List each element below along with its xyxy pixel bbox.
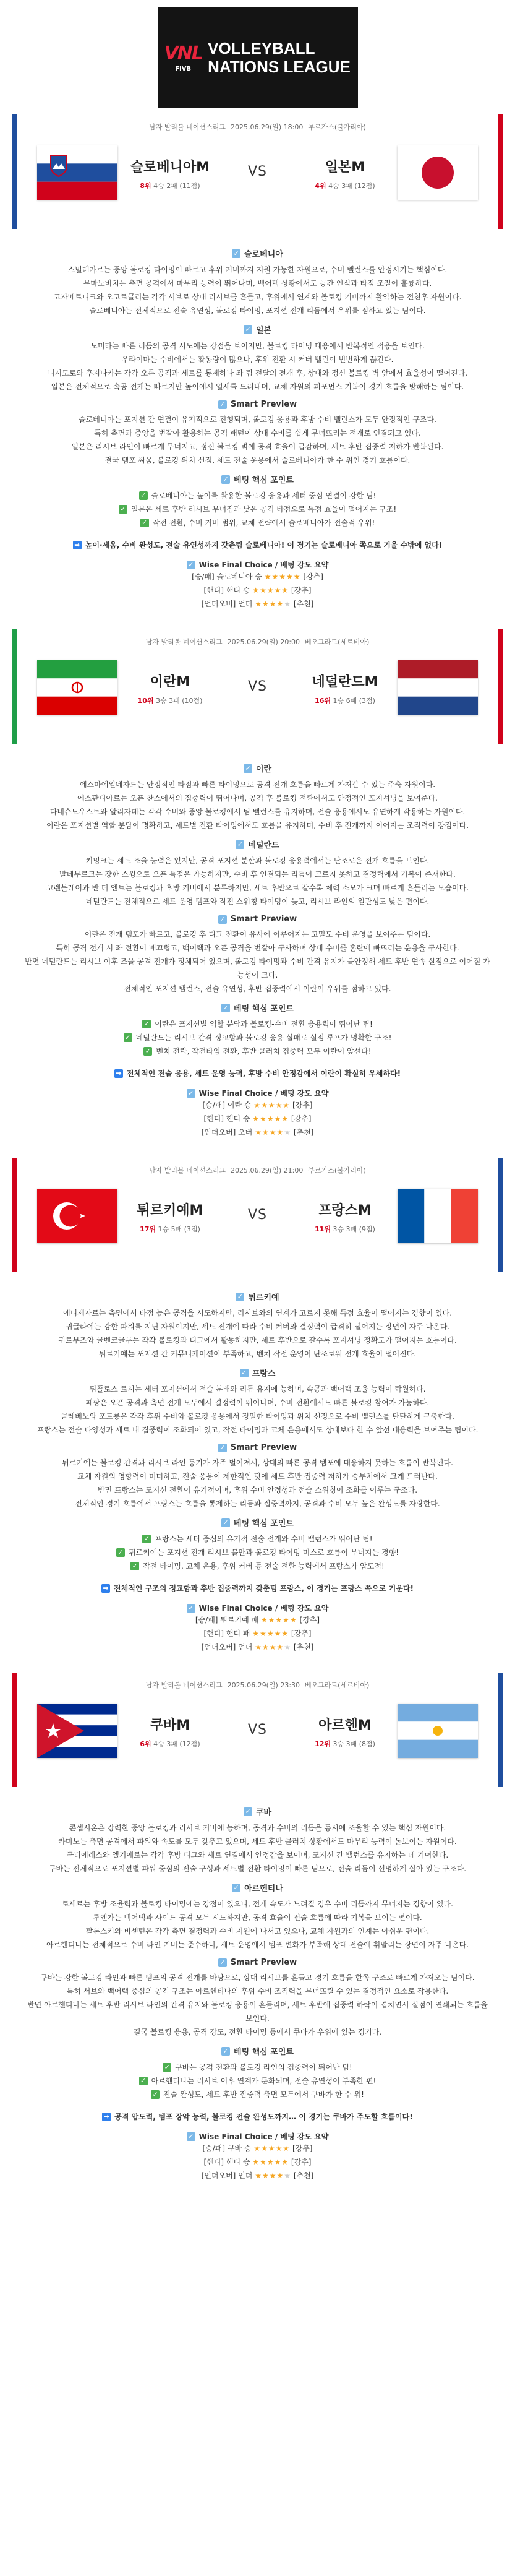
section-heading [25, 1517, 490, 1528]
match-section [0, 1673, 515, 2201]
checkbox-icon: ✓ [232, 249, 240, 258]
section-line: 에스판디아르는 오픈 찬스에서의 집중력이 뛰어나며, 공격 후 볼로킹 전환에서도 안정적인 포지셔닝을 보여준다. [77, 794, 438, 803]
section-title: 튀르키예 [248, 1293, 279, 1303]
section-line: 귀르부즈와 굴벤코글루는 각각 볼로킹과 디그에서 활동하지만, 세트 후반으로 갈수록 포지셔닝 정확도가 떨어지는 흐름이다. [58, 1336, 457, 1345]
checkbox-icon: ✓ [244, 325, 252, 334]
match-venue: 베오그라드(세르비아) [305, 1681, 370, 1689]
section-heading [25, 1002, 490, 1014]
section-line: 이란은 전개 템포가 빠르고, 볼로킹 후 디그 전환이 유사에 이루어지는 고밀도 수비 운영을 보여주는 팀이다. [84, 930, 431, 939]
section-line: 튀르키예는 볼로킹 간격과 리시브 라인 동기가 자주 벌어져서, 상대의 빠른 공격 템포에 대응하지 못하는 흐름이 반복된다. [62, 1458, 453, 1467]
pick-title: Wise Final Choice / 베팅 강도 요약 [198, 1089, 329, 1098]
banner-title [208, 39, 351, 76]
section-line: 다네슈도우스트와 알리자데는 각각 수비와 중앙 볼로킹에서 팀 밸런스를 유지하며, 전술 응용에서도 유연하게 작용하는 자원이다. [49, 808, 466, 816]
section-title: 베팅 핵심 포인트 [234, 2048, 294, 2057]
section-title: 네덜란드 [248, 841, 279, 850]
match-venue: 부르가스(불가리아) [308, 123, 366, 131]
star-rating-icon: ★★★★★ [255, 1128, 291, 1137]
pick-strength: [추천] [293, 1128, 314, 1137]
section-line: 특히 서브와 백어택 중심의 공격 구조는 아르헨티나의 후위 수비 조직력을 무너뜨릴 수 있는 결정적인 요소로 작용한다. [66, 1987, 449, 1996]
section-line: 팔론스키와 비센틴은 각각 측면 결정력과 수비 지원에 나서고 있으나, 교체 자원과의 연계는 아쉬운 편이다. [85, 1927, 430, 1936]
arrow-right-icon: ➡ [114, 1069, 123, 1078]
section-line: 슬로베니아는 포지션 간 연결이 유기적으로 진행되며, 볼로킹 응용과 후방 수비 밸런스가 모두 안정적인 구조다. [79, 415, 436, 424]
summary-text: 공격 압도력, 템포 장악 능력, 볼로킹 전술 완성도까지… 이 경기는 쿠바가 주도할 흐름이다! [114, 2113, 413, 2121]
vs-label: VS [247, 679, 267, 694]
section-line: 키밍크는 세트 조율 능력은 있지만, 공격 포지션 분산과 볼로킹 응용력에서는 단조로운 전개 흐름을 보인다. [85, 856, 430, 865]
section-spacer [0, 611, 515, 629]
checkbox-icon: ✓ [236, 840, 244, 849]
home-team-name: 슬로베니아M [130, 160, 210, 175]
pick-row [25, 570, 490, 584]
home-team-rank: 17위 [140, 1225, 156, 1233]
match-league: 남자 발리볼 네이션스리그 [145, 638, 223, 646]
section-line: 이란은 포지션별 역할 분담이 명확하고, 세트별 전환 타이밍에서도 흐름을 유지하며, 수비 후 전개까지 이어지는 조직력이 강점이다. [46, 821, 469, 830]
pick-strength: [강추] [292, 2144, 313, 2153]
checkbox-icon: ✓ [218, 1958, 227, 1967]
checkbox-icon: ✓ [221, 2047, 230, 2056]
star-rating-icon: ★★★★★ [253, 1101, 291, 1109]
section-heading [25, 400, 490, 409]
arrow-right-icon: ➡ [101, 1584, 110, 1593]
key-point-text: 작전 타이밍, 교체 운용, 후위 커버 등 전술 전환 능력에서 프랑스가 압도적! [143, 1562, 385, 1570]
checkbox-icon: ✓ [187, 2132, 195, 2141]
match-venue: 부르가스(불가리아) [308, 1166, 366, 1174]
pick-label: [승/패] 슬로베니아 승 [192, 572, 262, 581]
section-heading [25, 473, 490, 485]
pick-row [25, 1640, 490, 1654]
summary-text: 높이·세움, 수비 완성도, 전술 유연성까지 갖춘팀 슬로베니아! 이 경기는 슬로베니아 쪽으로 기울 수밖에 없다! [85, 541, 443, 549]
section-heading [25, 1291, 490, 1303]
home-team-stats: 4승 3패 (12점) [153, 1740, 200, 1748]
away-team-record [296, 1224, 394, 1234]
key-point [25, 1045, 490, 1058]
section-heading [25, 1443, 490, 1452]
pick-row [25, 2169, 490, 2182]
match-section [0, 629, 515, 1158]
home-team-name: 튀르키예M [137, 1203, 203, 1218]
section-paragraph [25, 1971, 490, 2039]
section-title: 베팅 핵심 포인트 [234, 1004, 294, 1014]
match-meta [12, 1680, 503, 1690]
star-rating-icon: ★★★★★ [252, 2158, 289, 2166]
star-rating-icon: ★★★★★ [255, 1643, 291, 1652]
star-rating-icon: ★★★★★ [255, 600, 291, 608]
key-point-text: 슬로베니아는 높이를 활용한 볼로킹 응용과 세터 중심 연결이 강한 팀! [151, 491, 377, 500]
key-point [25, 1532, 490, 1546]
key-point [25, 1031, 490, 1045]
banner-title-line1: VOLLEYBALL [208, 38, 315, 58]
section-title: 프랑스 [252, 1369, 276, 1379]
section-paragraph [25, 854, 490, 908]
home-team-record [121, 181, 219, 191]
section-line: 도미타는 빠른 리듬의 공격 시도에는 강점을 보이지만, 볼로킹 타이밍 대응에서 반복적인 적응을 보인다. [90, 342, 425, 350]
pick-strength: [강추] [303, 572, 323, 581]
section-heading [25, 324, 490, 335]
green-check-icon: ✓ [130, 1562, 139, 1570]
match-meta [12, 1165, 503, 1175]
key-point [25, 489, 490, 502]
match-league: 남자 발리볼 네이션스리그 [149, 123, 226, 131]
home-team-record [121, 1224, 219, 1234]
section-title: 이란 [255, 765, 272, 774]
section-line: 콘셉시온은 강력한 중앙 볼로킹과 리시브 커버에 능하며, 공격과 수비의 리듬을 동시에 조율할 수 있는 핵심 자원이다. [69, 1824, 446, 1832]
section-line: 특히 측면과 중앙을 번갈아 활용하는 공격 패턴이 상대 수비를 쉽게 무너뜨리는 전개로 연결되고 있다. [94, 429, 421, 437]
key-point-text: 아르헨티나는 리시브 이후 연계가 둔화되며, 전술 유연성이 부족한 편! [151, 2077, 377, 2085]
green-check-icon: ✓ [116, 1548, 125, 1557]
section-line: 결국 템포 싸움, 볼로킹 위치 선점, 세트 전술 운용에서 슬로베니아가 한 수 위인 경기 흐름이다. [104, 456, 411, 465]
summary-text: 전체적인 전술 응용, 세트 운영 능력, 후방 수비 안정감에서 이란이 확실히 우세하다! [126, 1069, 401, 1078]
checkbox-icon: ✓ [236, 1293, 244, 1301]
match-summary [25, 2110, 490, 2124]
section-heading [25, 762, 490, 774]
section-line: 구티에레스와 엘기에로는 각각 후방 디그와 세트 연결에서 안정감을 보이며, 포지션 간 밸런스를 유지하는 데 기여한다. [66, 1851, 449, 1859]
match-league: 남자 발리볼 네이션스리그 [149, 1166, 226, 1174]
vnl-logo-text: VNL [164, 42, 202, 64]
green-check-icon: ✓ [163, 2063, 171, 2072]
banner-title-line2: NATIONS LEAGUE [208, 57, 351, 76]
pick-title: Wise Final Choice / 베팅 강도 요약 [198, 561, 329, 569]
pick-strength: [강추] [299, 1616, 320, 1624]
key-point [25, 1559, 490, 1573]
pick-heading [25, 2131, 490, 2142]
key-point-text: 네덜란드는 리시브 간격 정교함과 볼로킹 응용 실패로 실점 루프가 명확한 구조! [135, 1033, 392, 1042]
section-paragraph [25, 1456, 490, 1510]
match-venue: 베오그라드(세르비아) [305, 638, 370, 646]
section-heading [25, 1806, 490, 1817]
section-line: 코렌블레어과 반 더 엔트는 볼로킹과 후방 커버에서 분투하지만, 세트 후반으로 갈수록 체력 소모가 크며 빠르게 흔들리는 모습이다. [46, 884, 469, 892]
section-line: 전체적인 포지션 밸런스, 전술 유연성, 후반 집중력에서 이란이 우위를 점하고 있다. [124, 984, 391, 993]
away-team-rank: 12위 [315, 1740, 331, 1748]
star-rating-icon: ★★★★★ [260, 1616, 297, 1624]
away-team-stats: 4승 3패 (12점) [328, 182, 375, 190]
section-title: 베팅 핵심 포인트 [234, 1519, 294, 1528]
section-line: 클레베노와 포트롱은 각각 후위 수비와 볼로킹 응용에서 정밀한 타이밍과 위치 선정으로 수비 밸런스를 탄탄하게 구축한다. [61, 1412, 454, 1421]
pick-row [25, 1627, 490, 1640]
section-spacer [0, 1139, 515, 1158]
match-analysis [0, 229, 515, 611]
key-point-text: 튀르키예는 포지션 전개 리시브 불안과 볼로킹 타이밍 미스로 흐름이 무너지는 경향! [128, 1548, 399, 1557]
section-title: Smart Preview [230, 1958, 297, 1967]
pick-strength: [추천] [293, 600, 314, 608]
away-team-stats: 3승 3패 (8점) [333, 1740, 375, 1748]
section-heading [25, 915, 490, 924]
pick-label: [승/패] 이란 승 [202, 1101, 252, 1109]
pick-label: [핸디] 핸디 승 [203, 586, 250, 595]
section-line: 뒤플로스 로시는 세터 포지션에서 전술 분배와 리듬 유지에 능하며, 속공과 백어택 조율 능력이 탁월하다. [89, 1385, 426, 1394]
section-line: 네덜란드는 전체적으로 세트 운영 템포와 작전 스위칭 타이밍이 늦고, 리시브 라인의 일관성도 낮은 편이다. [85, 897, 430, 906]
match-summary [25, 538, 490, 552]
section-heading [25, 838, 490, 850]
arrow-right-icon: ➡ [73, 541, 82, 549]
home-team-record [121, 1739, 219, 1749]
section-line: 결국 볼로킹 응용, 공격 강도, 전환 타이밍 등에서 쿠바가 우위에 있는 경기다. [133, 2028, 382, 2036]
section-line: 로세르는 후방 조율력과 볼로킹 타이밍에는 강점이 있으나, 전개 속도가 느려질 경우 수비 리듬까지 무너지는 경향이 있다. [62, 1900, 453, 1908]
home-team-name: 이란M [150, 674, 190, 690]
home-team-rank: 10위 [137, 697, 154, 705]
pick-label: [언더오버] 오버 [201, 1128, 253, 1137]
away-team-record [296, 181, 394, 191]
match-card [12, 114, 503, 229]
home-team-record [121, 696, 219, 705]
section-line: 쿠바는 강한 볼로킹 라인과 빠른 템포의 공격 전개를 바탕으로, 상대 리시브를 흔들고 경기 흐름을 한쪽 구조로 빠르게 가져오는 팀이다. [40, 1973, 475, 1982]
vnl-logo [164, 43, 202, 72]
pick-strength: [강추] [291, 1629, 312, 1638]
away-team-name: 프랑스M [318, 1203, 372, 1218]
section-line: 전체적인 경기 흐름에서 프랑스는 흐름을 통제하는 리듬과 집중력까지, 공격과 수비 모두 높은 완성도를 자랑한다. [75, 1499, 440, 1508]
checkbox-icon: ✓ [218, 1444, 227, 1452]
match-section [0, 1158, 515, 1673]
away-team-stats: 1승 6패 (3점) [333, 697, 375, 705]
section-paragraph [25, 1306, 490, 1361]
section-line: 에스마에일네자드는 안정적인 타점과 빠른 타이밍으로 공격 전개 흐름을 빠르게 가져갈 수 있는 주축 자원이다. [79, 780, 436, 789]
pick-label: [언더오버] 언더 [201, 1643, 253, 1652]
checkbox-icon: ✓ [187, 1089, 195, 1098]
pick-row [25, 1126, 490, 1139]
section-paragraph [25, 263, 490, 317]
match-datetime: 2025.06.29(일) 18:00 [230, 123, 304, 131]
pick-label: [핸디] 핸디 패 [203, 1629, 250, 1638]
pick-row [25, 1112, 490, 1126]
home-team-stats: 3승 3패 (10점) [155, 697, 203, 705]
section-line: 교체 자원의 영향력이 미미하고, 전술 응용이 제한적인 탓에 세트 후반 집중력 저하가 승부처에서 크게 드러난다. [77, 1472, 438, 1481]
pick-strength: [강추] [292, 1101, 313, 1109]
section-line: 에니제자르는 측면에서 타점 높은 공격을 시도하지만, 리시브와의 연계가 고르지 못해 득점 효율이 떨어지는 경향이 있다. [62, 1309, 453, 1317]
match-meta [12, 637, 503, 647]
match-summary [25, 1582, 490, 1595]
section-line: 아르헨티나는 전체적으로 수비 라인 커버는 준수하나, 세트 운영에서 템포 변화가 부족해 상대 전술에 휘말리는 장면이 자주 나온다. [46, 1941, 469, 1949]
checkbox-icon: ✓ [232, 1884, 240, 1892]
key-point [25, 2088, 490, 2101]
section-paragraph [25, 1897, 490, 1952]
away-team-name: 아르헨M [318, 1718, 372, 1733]
section-title: Smart Preview [230, 915, 297, 924]
away-team-name: 일본M [325, 160, 365, 175]
match-datetime: 2025.06.29(일) 20:00 [227, 638, 300, 646]
match-analysis [0, 744, 515, 1139]
section-heading [25, 2045, 490, 2057]
checkbox-icon: ✓ [221, 475, 230, 484]
green-check-icon: ✓ [143, 1047, 152, 1056]
section-title: Smart Preview [230, 1443, 297, 1452]
match-meta [12, 122, 503, 132]
section-line: 쿠바는 전체적으로 포지션별 파워 중심의 전술 구성과 세트별 전환 타이밍이 빠른 팀으로, 전술 리듬이 선명하게 살아 있는 구조다. [48, 1864, 467, 1873]
home-team-stats: 4승 2패 (11점) [153, 182, 200, 190]
fivb-logo-text: FIVB [175, 65, 192, 72]
section-title: 슬로베니아 [244, 250, 283, 259]
away-team-record [296, 1739, 394, 1749]
pick-row [25, 1098, 490, 1112]
pick-label: [언더오버] 언더 [201, 600, 253, 608]
key-point-text: 작전 전환, 수비 커버 범위, 교체 전략에서 슬로베니아가 전술적 우위! [152, 519, 375, 527]
key-point-text: 쿠바는 공격 전환과 볼로킹 라인의 집중력이 뛰어난 팀! [175, 2063, 352, 2072]
section-spacer [0, 1654, 515, 1673]
star-rating-icon: ★★★★★ [252, 1629, 289, 1638]
away-team-stats: 3승 3패 (9점) [333, 1225, 375, 1233]
green-check-icon: ✓ [142, 1535, 151, 1543]
arrow-right-icon: ➡ [102, 2113, 111, 2121]
section-line: 우라이마는 수비에서는 활동량이 많으나, 후위 전환 시 커버 밸런이 빈번하게 끊긴다. [121, 355, 394, 364]
section-line: 페팡은 오픈 공격과 측면 전개 모두에서 결정력이 뛰어나며, 수비 전환에서도 빠른 볼로킹 참여가 가능하다. [85, 1398, 430, 1407]
home-team-name: 쿠바M [150, 1718, 190, 1733]
green-check-icon: ✓ [139, 2077, 148, 2085]
section-spacer [0, 2182, 515, 2201]
section-line: 무마노비치는 측면 공격에서 마무리 능력이 뛰어나며, 백어택 상황에서도 공간 인식과 타점 조절이 훌륭하다. [83, 279, 432, 288]
section-line: 일본은 리시브 라인이 빠르게 무너지고, 정신 볼로킹 벽에 공격 효율이 급감하며, 세트 후반 집중력 저하가 반복된다. [71, 442, 444, 451]
key-point-text: 전술 완성도, 세트 후반 집중력 측면 모두에서 쿠바가 한 수 위! [163, 2090, 364, 2099]
checkbox-icon: ✓ [244, 764, 252, 773]
section-title: 일본 [255, 326, 272, 335]
pick-strength: [강추] [291, 1114, 312, 1123]
home-team-rank: 6위 [140, 1740, 151, 1748]
away-team-record [296, 696, 394, 705]
section-paragraph [25, 778, 490, 832]
section-line: 스밀레카르는 중앙 볼로킹 타이밍이 빠르고 후위 커버까지 지원 가능한 자원으로, 수비 밸런스를 안정시키는 핵심이다. [67, 265, 448, 274]
pick-row [25, 2142, 490, 2155]
vs-label: VS [247, 164, 267, 179]
match-league: 남자 발리볼 네이션스리그 [145, 1681, 223, 1689]
green-check-icon: ✓ [151, 2090, 160, 2099]
section-line: 프랑스는 전술 다양성과 세트 내 집중력이 조화되어 있고, 작전 타이밍과 교체 운용에서도 상대보다 한 수 앞선 대응력을 보여주는 팀이다. [36, 1426, 479, 1434]
section-heading [25, 1882, 490, 1893]
banner-area [0, 0, 515, 114]
pick-heading [25, 559, 490, 570]
key-point-text: 프랑스는 세터 중심의 유기적 전술 전개와 수비 밸런스가 뛰어난 팀! [155, 1535, 373, 1543]
section-line: 특히 공격 전개 시 좌 전환이 매끄럽고, 백어택과 오픈 공격을 번갈아 구사하며 상대 수비를 혼란에 빠뜨리는 운용을 구사한다. [56, 944, 459, 952]
key-point-text: 일본은 세트 후반 리시브 무너짐과 낮은 공격 타점으로 득점 효율이 떨어지는 구조! [130, 505, 397, 514]
key-point [25, 2061, 490, 2074]
home-team-rank: 8위 [140, 182, 151, 190]
checkbox-icon: ✓ [221, 1518, 230, 1527]
key-point [25, 2074, 490, 2088]
key-point-text: 이란은 포지션별 역할 분담과 볼로킹-수비 전환 응용력이 뛰어난 팀! [155, 1020, 373, 1028]
section-line: 반면 네덜란드는 리시브 이후 조율 공격 전개가 정체되어 있으며, 볼로킹 타이밍과 수비 간격 유지가 불안정해 세트 후반 연속 실점으로 이어질 가능성이 크다. [25, 957, 490, 980]
pick-row [25, 1613, 490, 1627]
section-heading [25, 1367, 490, 1379]
pick-strength: [강추] [291, 586, 312, 595]
section-line: 발데부르크는 강한 스윙으로 오픈 득점은 가능하지만, 수비 후 연결되는 리듬이 고르지 못하고 결정력에서 기복이 존재한다. [59, 870, 456, 879]
section-line: 코자메르니크와 오코로글리는 각각 서브로 상대 리시브를 흔들고, 후위에서 연계와 볼로킹 커버까지 활약하는 전천후 자원이다. [53, 293, 462, 301]
green-check-icon: ✓ [139, 491, 148, 500]
match-datetime: 2025.06.29(일) 23:30 [227, 1681, 300, 1689]
pick-strength: [강추] [291, 2158, 312, 2166]
section-title: 베팅 핵심 포인트 [234, 476, 294, 485]
green-check-icon: ✓ [140, 519, 149, 527]
vnl-banner [158, 7, 358, 108]
section-paragraph [25, 413, 490, 467]
section-heading [25, 248, 490, 259]
key-point [25, 516, 490, 530]
pick-strength: [추천] [293, 2171, 314, 2180]
star-rating-icon: ★★★★★ [255, 2171, 291, 2180]
checkbox-icon: ✓ [244, 1807, 252, 1816]
section-paragraph [25, 1821, 490, 1876]
green-check-icon: ✓ [124, 1033, 132, 1042]
pick-row [25, 2155, 490, 2169]
match-section [0, 114, 515, 629]
match-card [12, 1158, 503, 1272]
key-point [25, 1017, 490, 1031]
section-paragraph [25, 1382, 490, 1437]
green-check-icon: ✓ [119, 505, 127, 514]
away-team-name: 네덜란드M [312, 674, 378, 690]
pick-title: Wise Final Choice / 베팅 강도 요약 [198, 2132, 329, 2141]
match-card [12, 1673, 503, 1787]
section-line: 니시모토와 후지나카는 각각 오른 공격과 세트를 통제하나 좌 팀 전달의 전개 후, 상대와 정신 볼로킹 벽 앞에서 효율성이 떨어진다. [47, 369, 468, 377]
section-line: 반면 아르헨티나는 세트 후반 리시브 라인의 간격 유지와 볼로킹 응용이 흔들리며, 세트 후반에 집중력 하락이 겹치면서 실점이 연쇄되는 흐름을 보인다. [27, 2001, 488, 2023]
star-rating-icon: ★★★★★ [264, 572, 301, 581]
pick-heading [25, 1088, 490, 1098]
pick-label: [승/패] 쿠바 승 [202, 2144, 252, 2153]
vs-label: VS [247, 1722, 267, 1738]
section-paragraph [25, 928, 490, 996]
match-card [12, 629, 503, 744]
section-title: Smart Preview [230, 400, 297, 409]
checkbox-icon: ✓ [187, 561, 195, 569]
match-list [0, 114, 515, 2201]
star-rating-icon: ★★★★★ [252, 586, 289, 595]
vs-label: VS [247, 1207, 267, 1223]
pick-strength: [추천] [293, 1643, 314, 1652]
section-line: 튀르키예는 포지션 간 커뮤니케이션이 부족하고, 벤치 작전 운영이 단조로워 전개 효율이 떨어진다. [98, 1350, 417, 1358]
section-title: 아르헨티나 [244, 1884, 283, 1893]
key-point-text: 벤치 전략, 작전타임 전환, 후반 클러치 집중력 모두 이란이 앞선다! [156, 1047, 372, 1056]
section-heading [25, 1958, 490, 1967]
pick-row [25, 584, 490, 597]
pick-heading [25, 1603, 490, 1613]
pick-label: [핸디] 핸디 승 [203, 1114, 250, 1123]
pick-title: Wise Final Choice / 베팅 강도 요약 [198, 1604, 329, 1613]
section-line: 슬로베니아는 전체적으로 전술 유연성, 볼로킹 타이밍, 포지션 전개 리듬에서 우위를 점하고 있는 팀이다. [89, 306, 426, 315]
away-team-rank: 11위 [315, 1225, 331, 1233]
match-analysis [0, 1787, 515, 2182]
section-line: 카미노는 측면 공격에서 파워와 속도를 모두 갖추고 있으며, 세트 후반 클러치 상황에서도 마무리 능력이 돋보이는 자원이다. [58, 1837, 457, 1846]
pick-label: [승/패] 튀르키예 패 [195, 1616, 259, 1624]
home-team-stats: 1승 5패 (3점) [158, 1225, 200, 1233]
key-point [25, 502, 490, 516]
match-datetime: 2025.06.29(일) 21:00 [230, 1166, 304, 1174]
pick-row [25, 597, 490, 611]
away-team-rank: 4위 [315, 182, 326, 190]
green-check-icon: ✓ [142, 1020, 151, 1028]
away-team-rank: 16위 [315, 697, 331, 705]
section-line: 루엔가는 백어택과 사이드 공격 모두 시도하지만, 공격 효율이 전술 흐름에 따라 기복을 보이는 편이다. [93, 1913, 422, 1922]
section-line: 귀글라에는 강한 파워를 지닌 자원이지만, 세트 전개에 따라 수비 커버와 결정력이 급격히 떨어지는 장면이 자주 나온다. [65, 1322, 450, 1331]
pick-label: [언더오버] 언더 [201, 2171, 253, 2180]
checkbox-icon: ✓ [221, 1004, 230, 1012]
checkbox-icon: ✓ [218, 915, 227, 924]
section-title: 쿠바 [255, 1808, 272, 1817]
match-summary [25, 1067, 490, 1080]
checkbox-icon: ✓ [240, 1369, 249, 1377]
section-paragraph [25, 339, 490, 394]
checkbox-icon: ✓ [187, 1604, 195, 1613]
section-line: 반면 프랑스는 포지션 전환이 유기적이며, 후위 수비 안정성과 전술 스위칭이 조화를 이루는 구조다. [97, 1486, 418, 1494]
match-analysis [0, 1272, 515, 1654]
checkbox-icon: ✓ [218, 400, 227, 409]
key-point [25, 1546, 490, 1559]
section-line: 일본은 전체적으로 속공 전개는 빠르지만 높이에서 열세를 드러내며, 교체 자원의 퍼포먼스 기복이 경기 흐름을 방해하는 팀이다. [51, 382, 464, 391]
star-rating-icon: ★★★★★ [252, 1114, 289, 1123]
pick-label: [핸디] 핸디 승 [203, 2158, 250, 2166]
star-rating-icon: ★★★★★ [253, 2144, 291, 2153]
summary-text: 전체적인 구조의 정교함과 후반 집중력까지 갖춘팀 프랑스, 이 경기는 프랑스 쪽으로 기운다! [114, 1584, 414, 1593]
